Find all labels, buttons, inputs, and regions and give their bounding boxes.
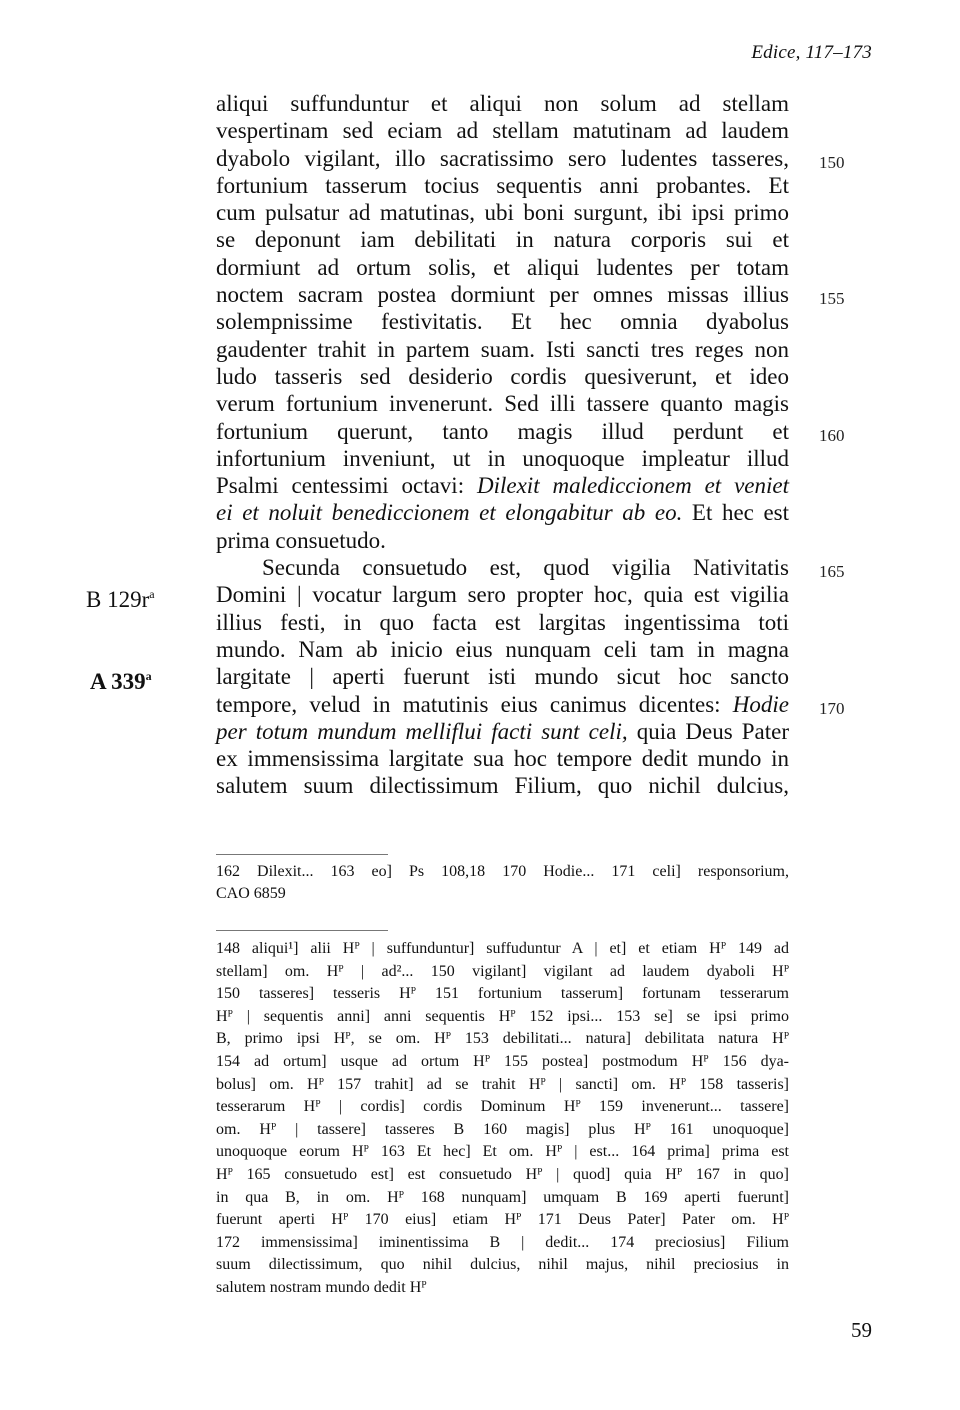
apparatus-line: 148 aliqui¹] alii Hᴾ | suffunduntur] suffuduntur A | et] et etiam Hᴾ 149 ad (216, 940, 789, 957)
text-line (216, 636, 789, 663)
line-text: fortunium querunt, tanto magis illud perdunt et (216, 418, 789, 444)
line-text: Secunda consuetudo est, quod vigilia Nativitatis (262, 555, 789, 581)
folio-ref-b-sup: a (149, 587, 155, 602)
italic-quotation: Hodie (732, 691, 789, 717)
apparatus-line: in qua B, in om. Hᴾ 168 nunquam] umquam B 169 aperti fuerunt] (216, 1188, 789, 1206)
source-line: 162 Dilexit... 163 eo] Ps 108,18 170 Hodie... 171 celi] responsorium, (216, 863, 789, 880)
apparatus-line: tesserarum Hᴾ | cordis] cordis Dominum Hᴾ 159 invenerunt... tassere] (216, 1098, 789, 1116)
sources-apparatus (216, 861, 789, 905)
text-line (90, 663, 789, 695)
running-head: Edice, 117–173 (751, 42, 872, 63)
line-number: 155 (819, 289, 845, 309)
line-text: solempnissime festivitatis. Et hec omnia dyabolus (216, 309, 789, 335)
apparatus-line: fuerunt aperti Hᴾ 170 eius] etiam Hᴾ 171 Deus Pater] Pater om. Hᴾ (216, 1211, 789, 1229)
text-line (216, 445, 789, 472)
text-line (216, 745, 789, 772)
text-line (216, 691, 845, 718)
text-line (216, 336, 789, 363)
line-text: largitate | aperti fuerunt isti mundo sicut hoc sancto (216, 664, 789, 690)
text-line (216, 418, 845, 445)
italic-quotation: Dilexit malediccionem et veniet (477, 473, 790, 499)
page-number: 59 (851, 1318, 872, 1342)
line-text: salutem suum dilectissimum Filium, quo nichil dulcius, (216, 773, 789, 799)
line-text: dyabolo vigilant, illo sacratissimo sero ludentes tasseres, (216, 145, 789, 171)
line-text: cum pulsatur ad matutinas, ubi boni surgunt, ibi ipsi primo (216, 200, 789, 226)
folio-ref-a (90, 663, 152, 695)
folio-ref-a-text: A 339 (90, 669, 146, 695)
line-text: ludo tasseris sed desiderio cordis quesiverunt, et ideo (216, 363, 789, 389)
text-line (216, 499, 789, 526)
line-text: dormiunt ad ortum solis, et aliqui ludentes per totam (216, 254, 789, 280)
text-line (216, 199, 789, 226)
folio-ref-b-text: B 129r (86, 587, 150, 613)
apparatus-line: salutem nostram mundo dedit Hᴾ (216, 1278, 427, 1296)
text-line (216, 117, 789, 144)
text-line (216, 281, 845, 309)
text-line (216, 363, 789, 390)
line-text: ex immensissima largitate sua hoc tempore dedit mundo in (216, 746, 789, 772)
text-line (216, 226, 789, 253)
line-number: 160 (819, 425, 845, 445)
apparatus-line: Hᴾ | sequentis anni] anni sequentis Hᴾ 152 ipsi... 153 se] se ipsi primo (216, 1007, 789, 1025)
line-text: quia Deus Pater (636, 718, 789, 744)
line-text: se deponunt iam debilitati in natura corporis sui et (216, 227, 789, 253)
text-line (216, 527, 789, 554)
text-line (216, 554, 845, 582)
line-text: prima consuetudo. (216, 527, 386, 553)
text-line (216, 172, 789, 199)
line-text: Psalmi centessimi octavi: (216, 473, 465, 499)
apparatus-line: stellam] om. Hᴾ | ad²... 150 vigilant] vigilant ad laudem dyaboli Hᴾ (216, 962, 789, 980)
line-text: Et hec est (691, 500, 790, 526)
line-text: vespertinam sed eciam ad stellam matutinam ad laudem (216, 118, 789, 144)
line-number: 150 (819, 152, 845, 172)
line-text: fortunium tasserum tocius sequentis anni probantes. Et (216, 172, 789, 198)
sources-rule (216, 854, 388, 855)
line-text: verum fortunium invenerunt. Sed illi tassere quanto magis (216, 391, 789, 417)
text-line (216, 772, 789, 799)
line-text: infortunium inveniunt, ut in unoquoque impleatur illud (216, 445, 789, 471)
text-line (216, 145, 845, 172)
text-line (216, 254, 789, 281)
apparatus-line: 150 tasseres] tesseris Hᴾ 151 fortunium tasserum] fortunam tesserarum (216, 985, 789, 1003)
text-line (216, 90, 789, 117)
apparatus-line: suum dilectissimum, quo nihil dulcius, nihil majus, nihil preciosius in (216, 1256, 789, 1274)
line-number: 165 (819, 562, 845, 582)
text-line (86, 581, 789, 613)
critical-apparatus (216, 938, 789, 1300)
critical-apparatus-rule (216, 930, 388, 931)
apparatus-line: unoquoque eorum Hᴾ 163 Et hec] Et om. Hᴾ | est... 164 prima] prima est (216, 1143, 789, 1161)
line-text: mundo. Nam ab inicio eius nunquam celi tam in magna (216, 636, 789, 662)
apparatus-line: 172 immensissima] iminentissima B | dedit... 174 preciosius] Filium (216, 1233, 789, 1251)
line-text: tempore, velud in matutinis eius canimus dicentes: (216, 691, 721, 717)
text-line (216, 308, 789, 335)
italic-quotation: per totum mundum melliflui facti sunt celi, (216, 718, 628, 744)
source-line: CAO 6859 (216, 885, 286, 902)
apparatus-line: B, primo ipsi Hᴾ, se om. Hᴾ 153 debilitati... natura] debilitata natura Hᴾ (216, 1030, 789, 1048)
folio-ref-a-sup: a (145, 669, 152, 684)
text-line (216, 609, 789, 636)
line-text: aliqui suffunduntur et aliqui non solum ad stellam (216, 91, 789, 116)
line-number: 170 (819, 698, 845, 718)
folio-ref-b (86, 581, 155, 613)
line-text: gaudenter trahit in partem suam. Isti sancti tres reges non (216, 336, 789, 362)
line-text: illius festi, in quo facta est largitas ingentissima toti (216, 609, 789, 635)
text-line (216, 472, 789, 499)
apparatus-line: Hᴾ 165 consuetudo est] est consuetudo Hᴾ | quod] quia Hᴾ 167 in quo] (216, 1165, 789, 1183)
italic-quotation: ei et noluit benediccionem et elongabitur ab eo. (216, 500, 683, 526)
apparatus-line: om. Hᴾ | tassere] tasseres B 160 magis] plus Hᴾ 161 unoquoque] (216, 1120, 789, 1138)
line-text: noctem sacram postea dormiunt per omnes missas illius (216, 282, 789, 308)
apparatus-line: 154 ad ortum] usque ad ortum Hᴾ 155 postea] postmodum Hᴾ 156 dya- (216, 1052, 789, 1070)
line-text: Domini | vocatur largum sero propter hoc, quia est vigilia (216, 582, 789, 608)
main-text (86, 90, 845, 800)
text-line (216, 718, 789, 745)
text-line (216, 390, 789, 417)
apparatus-line: bolus] om. Hᴾ 157 trahit] ad se trahit Hᴾ | sancti] om. Hᴾ 158 tasseris] (216, 1075, 789, 1093)
